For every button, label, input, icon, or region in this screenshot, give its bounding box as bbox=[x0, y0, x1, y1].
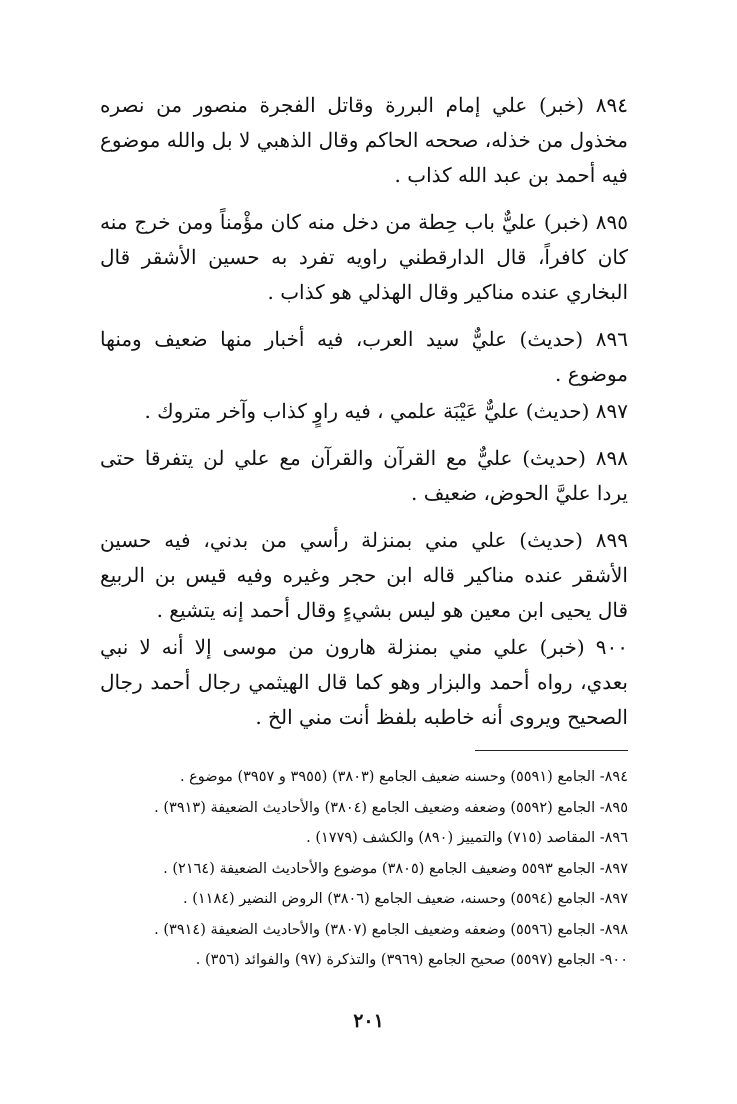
footnote-897b: ٨٩٧- الجامع (٥٥٩٤) وحسنه، ضعيف الجامع (٣٨٠٦) الروض النضير (١١٨٤) . bbox=[182, 891, 628, 907]
footnote-898: ٨٩٨- الجامع (٥٥٩٦) وضعفه وضعيف الجامع (٣٨٠٧) والأحاديث الضعيفة (٣٩١٤) . bbox=[154, 921, 628, 938]
entry-895: ٨٩٥ (خبر) عليٌّ باب حِطة من دخل منه كان مؤْمناً ومن خرج منه كان كافراً، قال الدارقطني راويه تفرد به حسين الأشقر قال البخاري عنده مناكير وقال الهذلي هو كذاب . bbox=[100, 210, 629, 304]
entry-898: ٨٩٨ (حديث) عليٌّ مع القرآن والقرآن مع علي لن يتفرقا حتى يردا عليَّ الحوض، ضعيف . bbox=[100, 446, 628, 505]
footnotes-list bbox=[100, 762, 628, 976]
entries-list bbox=[100, 88, 628, 747]
entry-896: ٨٩٦ (حديث) عليٌّ سيد العرب، فيه أخبار منها ضعيف ومنها موضوع . bbox=[100, 327, 628, 386]
footnote-896: ٨٩٦- المقاصد (٧١٥) والتمييز (٨٩٠) والكشف (١٧٧٩) . bbox=[306, 830, 628, 846]
entry-900: ٩٠٠ (خبر) علي مني بمنزلة هارون من موسى إلا أنه لا نبي بعدي، رواه أحمد والبزار وهو كما قال الهيثمي رجال أحمد رجال الصحيح ويروى أنه خاطبه بلفظ أنت مني الخ . bbox=[100, 635, 628, 729]
footnote-900: ٩٠٠- الجامع (٥٥٩٧) صحيح الجامع (٣٩٦٩) والتذكرة (٩٧) والفوائد (٣٥٦) . bbox=[195, 952, 628, 968]
footnote-897: ٨٩٧- الجامع ٥٥٩٣ وضعيف الجامع (٣٨٠٥) موضوع والأحاديث الضعيفة (٢١٦٤) . bbox=[163, 860, 628, 877]
entry-899: ٨٩٩ (حديث) علي مني بمنزلة رأسي من بدني، فيه حسين الأشقر عنده مناكير قاله ابن حجر وغيره وفيه قيس بن الربيع قال يحيى ابن معين هو ليس بشيءٍ وقال أحمد إنه يتشيع . bbox=[100, 528, 628, 622]
footnote-divider bbox=[475, 750, 628, 751]
footnote-894: ٨٩٤- الجامع (٥٥٩١) وحسنه ضعيف الجامع (٣٨٠٣) (٣٩٥٥ و ٣٩٥٧) موضوع . bbox=[179, 769, 628, 785]
page-number: ٢٠١ bbox=[353, 1010, 384, 1032]
entry-894: ٨٩٤ (خبر) علي إمام البررة وقاتل الفجرة منصور من نصره مخذول من خذله، صححه الحاكم وقال الذهبي لا بل والله موضوع فيه أحمد بن عبد الله كذاب . bbox=[100, 93, 628, 187]
entry-897: ٨٩٧ (حديث) عليٌّ عَيْبَة علمي ، فيه راوٍ كذاب وآخر متروك . bbox=[144, 399, 628, 423]
footnote-895: ٨٩٥- الجامع (٥٥٩٢) وضعفه وضعيف الجامع (٣٨٠٤) والأحاديث الضعيفة (٣٩١٣) . bbox=[154, 799, 628, 816]
